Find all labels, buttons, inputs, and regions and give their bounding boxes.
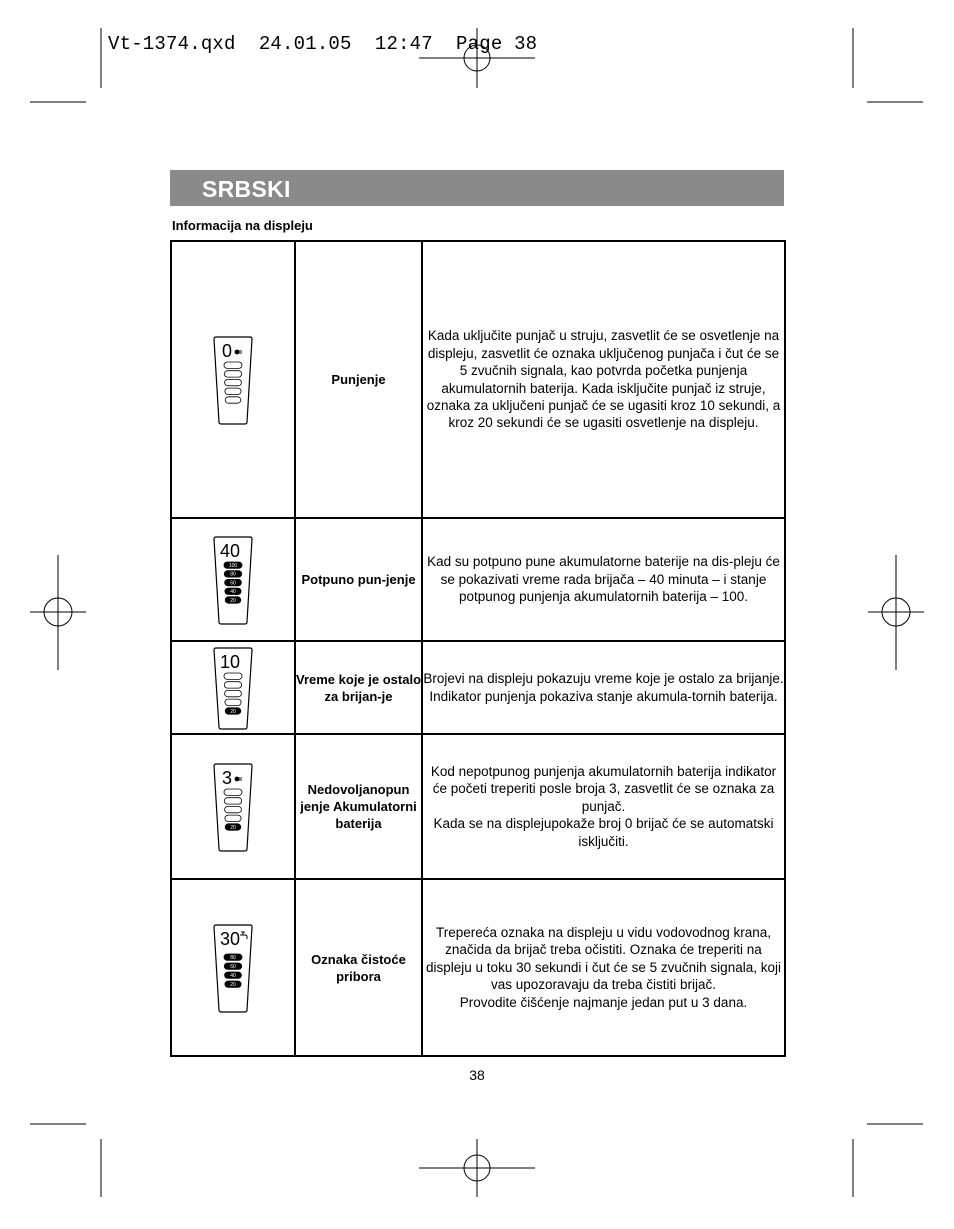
shaver-display-icon (213, 335, 253, 425)
battery-segment (225, 379, 242, 385)
display-illustration-cell (171, 641, 295, 734)
display-number: 3 (222, 767, 233, 788)
shaver-display-icon (213, 535, 253, 625)
display-number: 0 (222, 340, 233, 361)
battery-segment-label: 20 (230, 824, 236, 831)
row-description: Kod nepotpunog punjenja akumulatornih baterija indikator će početi treperiti posle broja 3, zasvetlit će se oznaka za punjač. Kada se na displejupokaže broj 0 brijač će se automatski isključiti. (422, 734, 785, 879)
row-description: Trepereća oznaka na displeju u vidu vodovodnog krana, značida da brijač treba očistiti. Oznaka će treperiti na displeju u toku 30 sekundi i čut će se 5 zvučnih signala, koji vas upozoravaju da treba čistiti brijač. Provodite čišćenje najmanje jedan put u 3 dana. (422, 879, 785, 1056)
display-illustration-cell (171, 241, 295, 518)
battery-segment (224, 789, 242, 795)
row-label: Nedovoljanopun jenje Akumulatorni baterija (295, 734, 422, 879)
display-info-table (170, 240, 786, 1057)
row-label: Oznaka čistoće pribora (295, 879, 422, 1056)
faucet-icon (240, 932, 247, 939)
table-row (171, 734, 785, 879)
display-number: 30 (220, 928, 241, 949)
display-illustration-cell (171, 734, 295, 879)
battery-segment (225, 806, 242, 812)
row-label: Vreme koje je ostalo za brijan-je (295, 641, 422, 734)
section-title: Informacija na displeju (172, 218, 313, 233)
battery-segment-label: 20 (230, 981, 236, 988)
battery-segment (225, 690, 242, 696)
battery-segment (225, 815, 241, 821)
print-slug-header: Vt-1374.qxd 24.01.05 12:47 Page 38 (108, 33, 538, 55)
battery-segment-label: 60 (230, 579, 236, 586)
row-description: Brojevi na displeju pokazuju vreme koje je ostalo za brijanje. Indikator punjenja pokaziva stanje akumula-tornih baterija. (422, 641, 785, 734)
row-label: Punjenje (295, 241, 422, 518)
display-number: 40 (220, 540, 241, 561)
battery-segment (225, 699, 241, 705)
battery-segment (224, 370, 241, 376)
battery-segment-label: 20 (230, 708, 236, 715)
table-row (171, 241, 785, 518)
battery-segment-label: 20 (230, 597, 236, 604)
display-illustration-cell (171, 879, 295, 1056)
battery-segment (224, 681, 241, 687)
battery-segment (225, 388, 241, 394)
battery-segment-label: 100 (228, 562, 238, 569)
battery-segment-label: 80 (230, 571, 236, 578)
battery-segment-label: 40 (230, 972, 236, 979)
row-description: Kad su potpuno pune akumulatorne baterije na dis-pleju će se pokazivati vreme rada brijača – 40 minuta – i stanje potpunog punjenja akumulatornih baterija – 100. (422, 518, 785, 641)
row-label: Potpuno pun-jenje (295, 518, 422, 641)
plug-icon (235, 349, 242, 354)
battery-segment (225, 396, 241, 402)
page-number: 38 (469, 1067, 485, 1083)
table-row (171, 518, 785, 641)
battery-segment (224, 362, 242, 368)
battery-segment-label: 80 (230, 954, 236, 961)
table-row (171, 879, 785, 1056)
battery-segment-label: 60 (230, 963, 236, 970)
display-number: 10 (220, 651, 241, 672)
shaver-display-icon (213, 646, 253, 730)
language-title: SRBSKI (202, 176, 291, 202)
battery-segment-label: 40 (230, 588, 236, 595)
plug-icon (235, 776, 242, 781)
display-illustration-cell (171, 518, 295, 641)
table-row (171, 641, 785, 734)
language-banner (170, 170, 784, 206)
row-description: Kada uključite punjač u struju, zasvetlit će se osvetlenje na displeju, zasvetlit će oznaka uključenog punjača i čut će se 5 zvučnih signala, kao potvrda početka punjenja akumulatornih baterija. Kada isključite punjač iz struje, oznaka za uključeni punjač će se ugasiti kroz 10 sekundi, a kroz 20 sekundi će se ugasiti osvetlenje na displeju. (422, 241, 785, 518)
battery-segment (224, 797, 241, 803)
shaver-display-icon (213, 923, 253, 1013)
battery-segment (224, 673, 242, 679)
shaver-display-icon (213, 762, 253, 852)
